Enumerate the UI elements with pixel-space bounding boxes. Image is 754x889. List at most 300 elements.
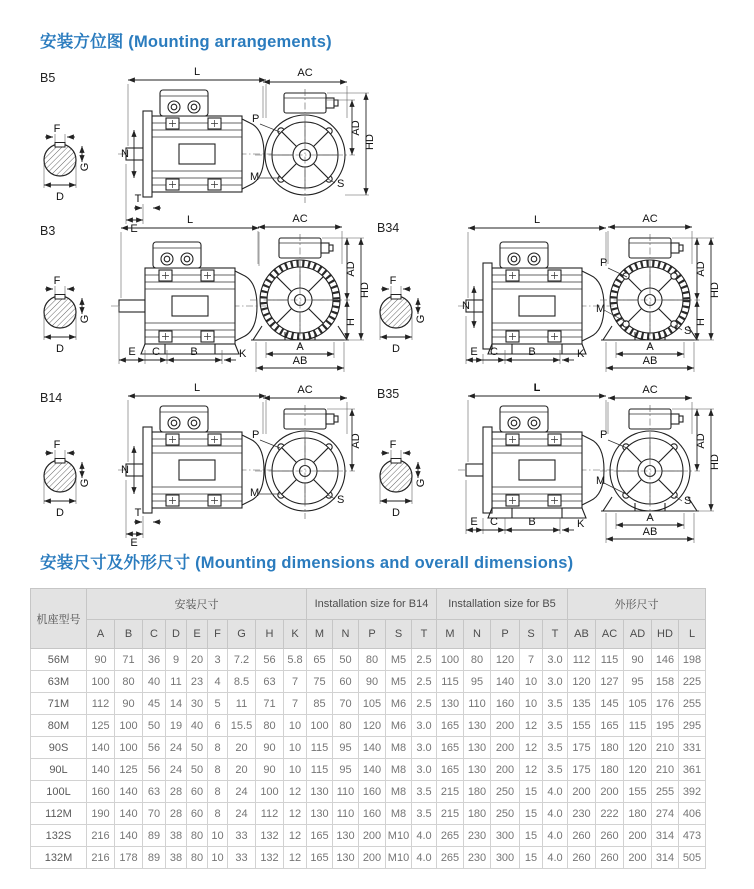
dim-label-n: N: [121, 148, 129, 160]
value-cell: 361: [679, 759, 706, 781]
value-cell: 89: [143, 825, 166, 847]
value-cell: 10: [284, 715, 307, 737]
dim-label-g: G: [79, 478, 91, 488]
value-cell: 132: [256, 825, 284, 847]
value-cell: 4.0: [412, 825, 437, 847]
value-cell: 260: [568, 825, 596, 847]
model-cell: 112M: [31, 803, 87, 825]
table-row: [31, 803, 706, 825]
value-cell: 20: [228, 737, 256, 759]
dim-label-c: C: [152, 346, 160, 358]
column-header: H: [256, 620, 284, 649]
column-header: G: [228, 620, 256, 649]
dim-label-p: P: [252, 429, 260, 441]
value-cell: 15: [520, 825, 543, 847]
column-header: E: [187, 620, 208, 649]
table-row: [31, 649, 706, 671]
group-header-b5: Installation size for B5: [437, 589, 568, 620]
value-cell: 5: [208, 693, 228, 715]
table-row: [31, 715, 706, 737]
value-cell: 9: [166, 649, 187, 671]
value-cell: 70: [333, 693, 359, 715]
value-cell: 8.5: [228, 671, 256, 693]
dim-label-s: S: [337, 178, 345, 190]
model-cell: 132M: [31, 847, 87, 869]
value-cell: 140: [115, 803, 143, 825]
table-row: [31, 759, 706, 781]
value-cell: 120: [568, 671, 596, 693]
dim-label-m: M: [250, 171, 260, 183]
value-cell: 12: [284, 847, 307, 869]
value-cell: 155: [624, 781, 652, 803]
value-cell: 3.5: [543, 759, 568, 781]
diagram-b14: [40, 382, 362, 548]
dim-label-p: P: [252, 113, 260, 125]
diagram-b35: [377, 382, 721, 543]
value-cell: 130: [464, 737, 491, 759]
dim-label-ab: AB: [642, 526, 658, 538]
value-cell: 50: [187, 759, 208, 781]
column-header: N: [464, 620, 491, 649]
value-cell: M8: [386, 803, 412, 825]
value-cell: 127: [596, 671, 624, 693]
value-cell: 90: [115, 693, 143, 715]
dim-label-e: E: [470, 346, 478, 358]
value-cell: 5.8: [284, 649, 307, 671]
column-header: M: [437, 620, 464, 649]
value-cell: 2.5: [412, 671, 437, 693]
value-cell: 200: [359, 847, 386, 869]
value-cell: 56: [143, 737, 166, 759]
value-cell: 80: [115, 671, 143, 693]
value-cell: 200: [624, 825, 652, 847]
value-cell: 230: [464, 847, 491, 869]
dim-label-ac: AC: [642, 384, 658, 396]
diagram-tag-b34: B34: [377, 221, 400, 235]
dim-label-e: E: [130, 223, 138, 235]
value-cell: 265: [437, 847, 464, 869]
value-cell: 19: [166, 715, 187, 737]
value-cell: 12: [284, 781, 307, 803]
value-cell: 210: [652, 759, 679, 781]
value-cell: 140: [87, 737, 115, 759]
dim-label-g: G: [415, 314, 427, 324]
value-cell: 255: [652, 781, 679, 803]
value-cell: 7: [520, 649, 543, 671]
value-cell: 100: [256, 781, 284, 803]
value-cell: 130: [464, 715, 491, 737]
value-cell: 120: [624, 759, 652, 781]
table-row: [31, 781, 706, 803]
value-cell: 125: [87, 715, 115, 737]
section-title-dimensions: 安装尺寸及外形尺寸 (Mounting dimensions and overall dimensions): [40, 554, 574, 572]
model-cell: 56M: [31, 649, 87, 671]
value-cell: 200: [491, 737, 520, 759]
value-cell: M5: [386, 649, 412, 671]
value-cell: M8: [386, 781, 412, 803]
column-header: L: [679, 620, 706, 649]
mounting-diagrams: [0, 60, 754, 548]
value-cell: 140: [359, 759, 386, 781]
value-cell: 3.5: [412, 781, 437, 803]
value-cell: 7: [284, 693, 307, 715]
value-cell: 80: [256, 715, 284, 737]
dim-label-a: A: [646, 512, 654, 524]
group-header-overall: 外形尺寸: [568, 589, 706, 620]
group-header-row: [31, 589, 706, 620]
diagram-tag-b35: B35: [377, 387, 400, 401]
value-cell: 200: [359, 825, 386, 847]
value-cell: 200: [596, 781, 624, 803]
value-cell: 80: [359, 649, 386, 671]
dim-label-d: D: [56, 507, 64, 519]
value-cell: 274: [652, 803, 679, 825]
value-cell: 12: [520, 759, 543, 781]
dim-label-t: T: [134, 193, 142, 205]
value-cell: 24: [166, 737, 187, 759]
value-cell: 200: [568, 781, 596, 803]
value-cell: 90: [256, 759, 284, 781]
value-cell: 28: [166, 803, 187, 825]
value-cell: 10: [208, 825, 228, 847]
value-cell: 4.0: [543, 803, 568, 825]
value-cell: 135: [568, 693, 596, 715]
column-header: M: [307, 620, 333, 649]
value-cell: 115: [437, 671, 464, 693]
value-cell: 36: [143, 649, 166, 671]
dim-label-hd: HD: [364, 134, 376, 150]
value-cell: 115: [624, 715, 652, 737]
value-cell: 473: [679, 825, 706, 847]
value-cell: 130: [333, 825, 359, 847]
table-row: [31, 693, 706, 715]
value-cell: 165: [596, 715, 624, 737]
dim-label-s: S: [684, 325, 692, 337]
column-header: B: [115, 620, 143, 649]
value-cell: 260: [596, 825, 624, 847]
value-cell: 12: [520, 715, 543, 737]
value-cell: 56: [256, 649, 284, 671]
model-cell: 71M: [31, 693, 87, 715]
value-cell: M5: [386, 671, 412, 693]
dim-label-ad: AD: [345, 261, 357, 277]
value-cell: 23: [187, 671, 208, 693]
dim-label-e: E: [130, 537, 138, 548]
value-cell: 95: [624, 671, 652, 693]
value-cell: 130: [464, 759, 491, 781]
value-cell: 158: [652, 671, 679, 693]
value-cell: 4.0: [412, 847, 437, 869]
value-cell: 7: [284, 671, 307, 693]
value-cell: 8: [208, 803, 228, 825]
value-cell: 10: [520, 671, 543, 693]
value-cell: 8: [208, 781, 228, 803]
dim-label-p: P: [600, 257, 608, 269]
dim-label-ad: AD: [695, 433, 707, 449]
dim-label-ad: AD: [350, 120, 362, 136]
dim-label-ab: AB: [292, 355, 308, 367]
value-cell: 71: [256, 693, 284, 715]
dim-label-k: K: [577, 518, 585, 530]
value-cell: 215: [437, 781, 464, 803]
dim-label-ac: AC: [642, 213, 658, 225]
value-cell: 195: [652, 715, 679, 737]
value-cell: 90: [624, 649, 652, 671]
value-cell: M6: [386, 715, 412, 737]
value-cell: 8: [208, 737, 228, 759]
dim-label-e: E: [128, 346, 136, 358]
value-cell: 14: [166, 693, 187, 715]
value-cell: 105: [624, 693, 652, 715]
value-cell: 40: [143, 671, 166, 693]
value-cell: 95: [333, 759, 359, 781]
value-cell: 100: [115, 737, 143, 759]
value-cell: 4.0: [543, 825, 568, 847]
diagram-tag-b14: B14: [40, 391, 63, 405]
value-cell: 4: [208, 671, 228, 693]
value-cell: 20: [228, 759, 256, 781]
value-cell: 3.0: [412, 715, 437, 737]
value-cell: 100: [307, 715, 333, 737]
value-cell: 63: [256, 671, 284, 693]
value-cell: 11: [166, 671, 187, 693]
value-cell: 3.0: [412, 759, 437, 781]
value-cell: 130: [437, 693, 464, 715]
dim-label-ad: AD: [350, 433, 362, 449]
dim-label-m: M: [596, 475, 606, 487]
value-cell: 216: [87, 847, 115, 869]
dim-label-b: B: [528, 516, 536, 528]
value-cell: 6: [208, 715, 228, 737]
value-cell: 178: [115, 847, 143, 869]
value-cell: 165: [437, 737, 464, 759]
dim-label-k: K: [577, 348, 585, 360]
dim-label-l: L: [533, 214, 541, 226]
value-cell: 392: [679, 781, 706, 803]
dim-label-d: D: [392, 507, 400, 519]
value-cell: 176: [652, 693, 679, 715]
group-header-mounting-size: 安装尺寸: [87, 589, 307, 620]
diagram-b3: [40, 213, 371, 372]
value-cell: 146: [652, 649, 679, 671]
value-cell: 140: [115, 781, 143, 803]
diagram-b5: [40, 66, 376, 235]
value-cell: 180: [596, 737, 624, 759]
column-header: N: [333, 620, 359, 649]
value-cell: M8: [386, 759, 412, 781]
dim-label-g: G: [79, 314, 91, 324]
column-header: S: [386, 620, 412, 649]
value-cell: 130: [307, 803, 333, 825]
value-cell: 60: [187, 781, 208, 803]
value-cell: 165: [437, 715, 464, 737]
value-cell: 120: [624, 737, 652, 759]
value-cell: 300: [491, 825, 520, 847]
value-cell: 140: [491, 671, 520, 693]
dim-label-f: F: [53, 123, 61, 135]
column-header: S: [520, 620, 543, 649]
value-cell: 56: [143, 759, 166, 781]
value-cell: 20: [187, 649, 208, 671]
value-cell: 15: [520, 847, 543, 869]
value-cell: 38: [166, 825, 187, 847]
model-cell: 132S: [31, 825, 87, 847]
value-cell: 24: [228, 781, 256, 803]
value-cell: 33: [228, 825, 256, 847]
value-cell: 3.5: [543, 737, 568, 759]
value-cell: 260: [568, 847, 596, 869]
value-cell: 200: [491, 715, 520, 737]
value-cell: 115: [307, 759, 333, 781]
value-cell: 90: [256, 737, 284, 759]
value-cell: 3.0: [543, 649, 568, 671]
dim-label-ac: AC: [292, 213, 308, 225]
value-cell: 63: [143, 781, 166, 803]
value-cell: 33: [228, 847, 256, 869]
value-cell: 65: [307, 649, 333, 671]
dim-label-d: D: [56, 191, 64, 203]
value-cell: 10: [284, 737, 307, 759]
value-cell: 180: [596, 759, 624, 781]
dim-label-b: B: [528, 346, 536, 358]
value-cell: 112: [87, 693, 115, 715]
value-cell: 15.5: [228, 715, 256, 737]
value-cell: 112: [256, 803, 284, 825]
dim-label-hd: HD: [709, 454, 721, 470]
value-cell: 175: [568, 737, 596, 759]
value-cell: 80: [333, 715, 359, 737]
dim-label-f: F: [389, 439, 397, 451]
value-cell: 160: [359, 803, 386, 825]
dim-label-ab: AB: [642, 355, 658, 367]
value-cell: 15: [520, 781, 543, 803]
value-cell: 165: [437, 759, 464, 781]
value-cell: 45: [143, 693, 166, 715]
value-cell: 90: [87, 649, 115, 671]
value-cell: 71: [115, 649, 143, 671]
value-cell: M10: [386, 825, 412, 847]
model-cell: 90L: [31, 759, 87, 781]
value-cell: 125: [115, 759, 143, 781]
table-row: [31, 737, 706, 759]
dim-label-m: M: [596, 303, 606, 315]
value-cell: 30: [187, 693, 208, 715]
table-row: [31, 671, 706, 693]
value-cell: 60: [333, 671, 359, 693]
value-cell: 215: [437, 803, 464, 825]
dim-label-f: F: [53, 439, 61, 451]
value-cell: 50: [333, 649, 359, 671]
value-cell: 85: [307, 693, 333, 715]
dim-label-e: E: [470, 516, 478, 528]
value-cell: 100: [437, 649, 464, 671]
dim-label-h: H: [345, 318, 357, 326]
value-cell: 180: [624, 803, 652, 825]
dim-label-hd: HD: [359, 282, 371, 298]
dim-label-d: D: [392, 343, 400, 355]
table-row: [31, 847, 706, 869]
dim-label-f: F: [53, 275, 61, 287]
dim-label-n: N: [462, 300, 470, 312]
value-cell: 160: [491, 693, 520, 715]
value-cell: 112: [568, 649, 596, 671]
value-cell: 3.0: [543, 671, 568, 693]
value-cell: 190: [87, 803, 115, 825]
value-cell: 110: [464, 693, 491, 715]
value-cell: 3: [208, 649, 228, 671]
dimensions-table: [30, 588, 706, 869]
value-cell: 200: [624, 847, 652, 869]
value-cell: 3.5: [543, 715, 568, 737]
value-cell: 314: [652, 825, 679, 847]
value-cell: 100: [87, 671, 115, 693]
value-cell: 295: [679, 715, 706, 737]
value-cell: 24: [166, 759, 187, 781]
value-cell: 130: [333, 847, 359, 869]
value-cell: 265: [437, 825, 464, 847]
value-cell: 505: [679, 847, 706, 869]
value-cell: 4.0: [543, 781, 568, 803]
value-cell: 95: [333, 737, 359, 759]
value-cell: 145: [596, 693, 624, 715]
value-cell: 3.0: [412, 737, 437, 759]
value-cell: 140: [115, 825, 143, 847]
value-cell: 406: [679, 803, 706, 825]
dim-label-l: L: [193, 382, 201, 394]
dim-label-t: T: [134, 507, 142, 519]
dim-label-g: G: [415, 478, 427, 488]
value-cell: 80: [187, 847, 208, 869]
value-cell: 100: [115, 715, 143, 737]
value-cell: 120: [359, 715, 386, 737]
value-cell: 331: [679, 737, 706, 759]
value-cell: 24: [228, 803, 256, 825]
value-cell: 12: [520, 737, 543, 759]
value-cell: 75: [307, 671, 333, 693]
column-header: F: [208, 620, 228, 649]
value-cell: 300: [491, 847, 520, 869]
value-cell: 216: [87, 825, 115, 847]
section-title-mounting: 安装方位图 (Mounting arrangements): [40, 33, 332, 51]
dim-label-ac: AC: [297, 384, 313, 396]
value-cell: 8: [208, 759, 228, 781]
value-cell: 140: [359, 737, 386, 759]
value-cell: 50: [143, 715, 166, 737]
value-cell: 3.5: [412, 803, 437, 825]
column-header: AC: [596, 620, 624, 649]
value-cell: 314: [652, 847, 679, 869]
column-header: K: [284, 620, 307, 649]
value-cell: 10: [208, 847, 228, 869]
value-cell: 80: [187, 825, 208, 847]
model-cell: 100L: [31, 781, 87, 803]
dim-label-h: H: [695, 318, 707, 326]
value-cell: 12: [284, 803, 307, 825]
value-cell: 110: [333, 803, 359, 825]
value-cell: 2.5: [412, 693, 437, 715]
value-cell: 12: [284, 825, 307, 847]
dim-label-g: G: [79, 162, 91, 172]
value-cell: 110: [333, 781, 359, 803]
value-cell: 198: [679, 649, 706, 671]
value-cell: 132: [256, 847, 284, 869]
value-cell: 3.5: [543, 693, 568, 715]
value-cell: 89: [143, 847, 166, 869]
value-cell: 115: [307, 737, 333, 759]
dim-label-s: S: [337, 494, 345, 506]
value-cell: 80: [464, 649, 491, 671]
dim-label-d: D: [56, 343, 64, 355]
